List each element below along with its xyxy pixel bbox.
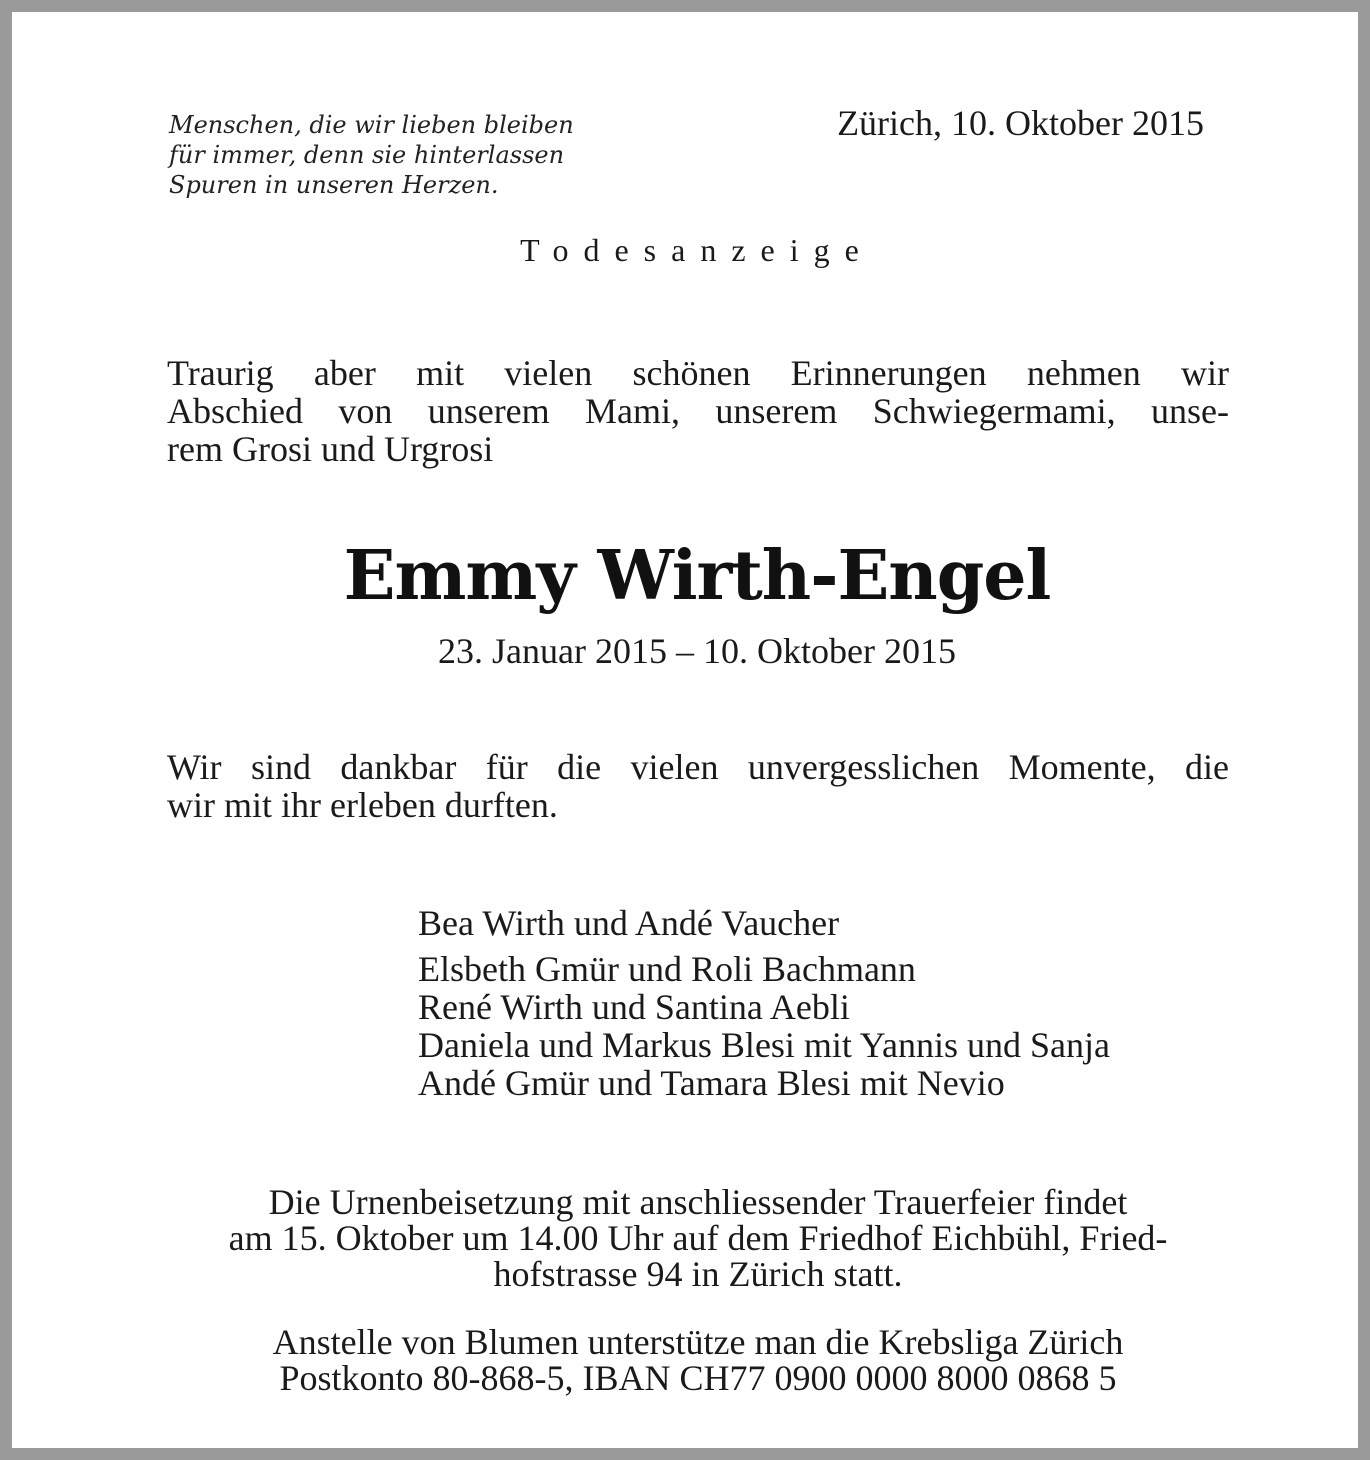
motto-quote [169, 110, 629, 200]
funeral-line: hofstrasse 94 in Zürich statt. [493, 1254, 903, 1294]
motto-line: für immer, denn sie hinterlassen [169, 141, 565, 169]
mourner-entry: Bea Wirth und Andé Vaucher [418, 903, 840, 943]
motto-line: Menschen, die wir lieben bleiben [169, 111, 574, 139]
intro-line: Abschied von unserem Mami, unserem Schwiegermami, unse- [167, 391, 1229, 431]
intro-line: Traurig aber mit vielen schönen Erinnerungen nehmen wir [167, 353, 1229, 393]
mourner-entry: René Wirth und Santina Aebli [418, 987, 850, 1027]
notice-heading: Todesanzeige [520, 232, 874, 268]
mourner-entry: Daniela und Markus Blesi mit Yannis und Sanja [418, 1025, 1110, 1065]
thanks-paragraph [167, 748, 1229, 824]
motto-line: Spuren in unseren Herzen. [169, 171, 499, 199]
donation-info [167, 1324, 1229, 1396]
mourner-entry: Andé Gmür und Tamara Blesi mit Nevio [418, 1063, 1005, 1103]
intro-line: rem Grosi und Urgrosi [167, 429, 494, 469]
deceased-name: Emmy Wirth-Engel [343, 536, 1051, 616]
thanks-line: wir mit ihr erleben durften. [167, 785, 558, 825]
place-date: Zürich, 10. Oktober 2015 [837, 103, 1204, 143]
donation-line: Anstelle von Blumen unterstütze man die Krebsliga Zürich [272, 1322, 1124, 1362]
funeral-line: Die Urnenbeisetzung mit anschliessender Trauerfeier findet [268, 1182, 1128, 1222]
mourner-entry: Elsbeth Gmür und Roli Bachmann [418, 949, 916, 989]
intro-paragraph [167, 354, 1229, 468]
mourners-list [418, 904, 1110, 1102]
donation-line: Postkonto 80-868-5, IBAN CH77 0900 0000 8000 0868 5 [279, 1358, 1117, 1398]
thanks-line: Wir sind dankbar für die vielen unvergesslichen Momente, die [167, 747, 1229, 787]
funeral-line: am 15. Oktober um 14.00 Uhr auf dem Friedhof Eichbühl, Fried- [228, 1218, 1168, 1258]
funeral-info [167, 1184, 1229, 1292]
deceased-lifespan: 23. Januar 2015 – 10. Oktober 2015 [438, 631, 956, 671]
